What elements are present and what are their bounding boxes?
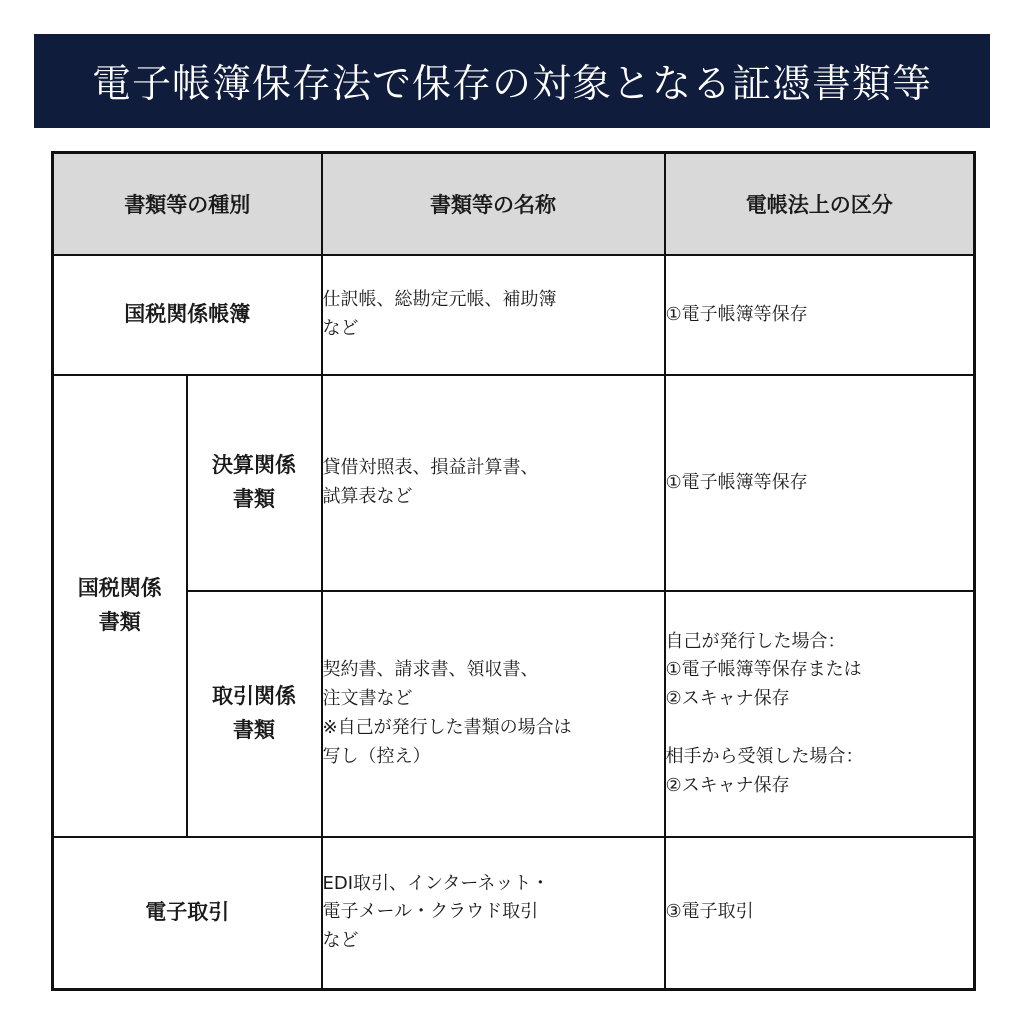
classification-line: 相手から受領した場合： [665,745,864,767]
table-row-transaction-documents [53,591,975,837]
table-header-row [53,153,975,256]
classification-line: ①電子帳簿等保存または [665,659,862,681]
name-line: 契約書、請求書、領収書、 [322,659,539,681]
note-line: ※自己が発行した書類の場合は [322,717,572,738]
name-cell [322,837,665,989]
name-cell [322,255,665,375]
group-cell-tax-documents [53,375,187,837]
header-document-name: 書類等の名称 [322,153,665,256]
subtype-line: 取引関係 [212,684,296,709]
page-title: 電子帳簿保存法で保存の対象となる証憑書類等 [91,62,932,107]
name-line: など [322,930,359,952]
subtype-cell [187,375,322,591]
classification-line: ③電子取引 [665,901,754,923]
name-line: など [322,318,359,339]
classification-line: ②スキャナ保存 [665,688,790,710]
group-line: 国税関係 [77,576,162,601]
name-cell [322,591,665,837]
classification-cell [665,591,975,837]
name-line: EDI取引、インターネット・ [322,872,550,894]
name-line: 試算表など [322,486,413,507]
type-cell: 電子取引 [53,837,322,989]
name-line: 注文書など [322,688,413,710]
classification-line: 自己が発行した場合： [665,630,846,652]
name-cell [322,375,665,591]
subtype-line: 決算関係 [212,453,296,478]
title-banner [34,34,990,128]
table-row-electronic-transactions [53,837,975,989]
table-row-settlement-documents [53,375,975,591]
table-row-tax-books [53,255,975,375]
group-line: 書類 [98,610,141,634]
document-types-table [51,151,976,991]
name-line: 仕訳帳、総勘定元帳、補助簿 [322,289,557,311]
header-law-classification: 電帳法上の区分 [665,153,975,256]
classification-cell [665,255,975,375]
name-line: 貸借対照表、損益計算書、 [322,457,539,479]
header-document-type: 書類等の種別 [53,153,322,256]
subtype-line: 書類 [233,718,275,742]
subtype-line: 書類 [233,487,275,511]
note-line: 写し（控え） [322,745,431,767]
classification-line: ①電子帳簿等保存 [665,471,808,493]
name-line: 電子メール・クラウド取引 [322,901,539,923]
classification-cell [665,375,975,591]
classification-line: ①電子帳簿等保存 [665,303,808,325]
subtype-cell [187,591,322,837]
spacer [666,714,974,743]
type-cell: 国税関係帳簿 [53,255,322,375]
classification-cell [665,837,975,989]
classification-line: ②スキャナ保存 [665,774,790,796]
